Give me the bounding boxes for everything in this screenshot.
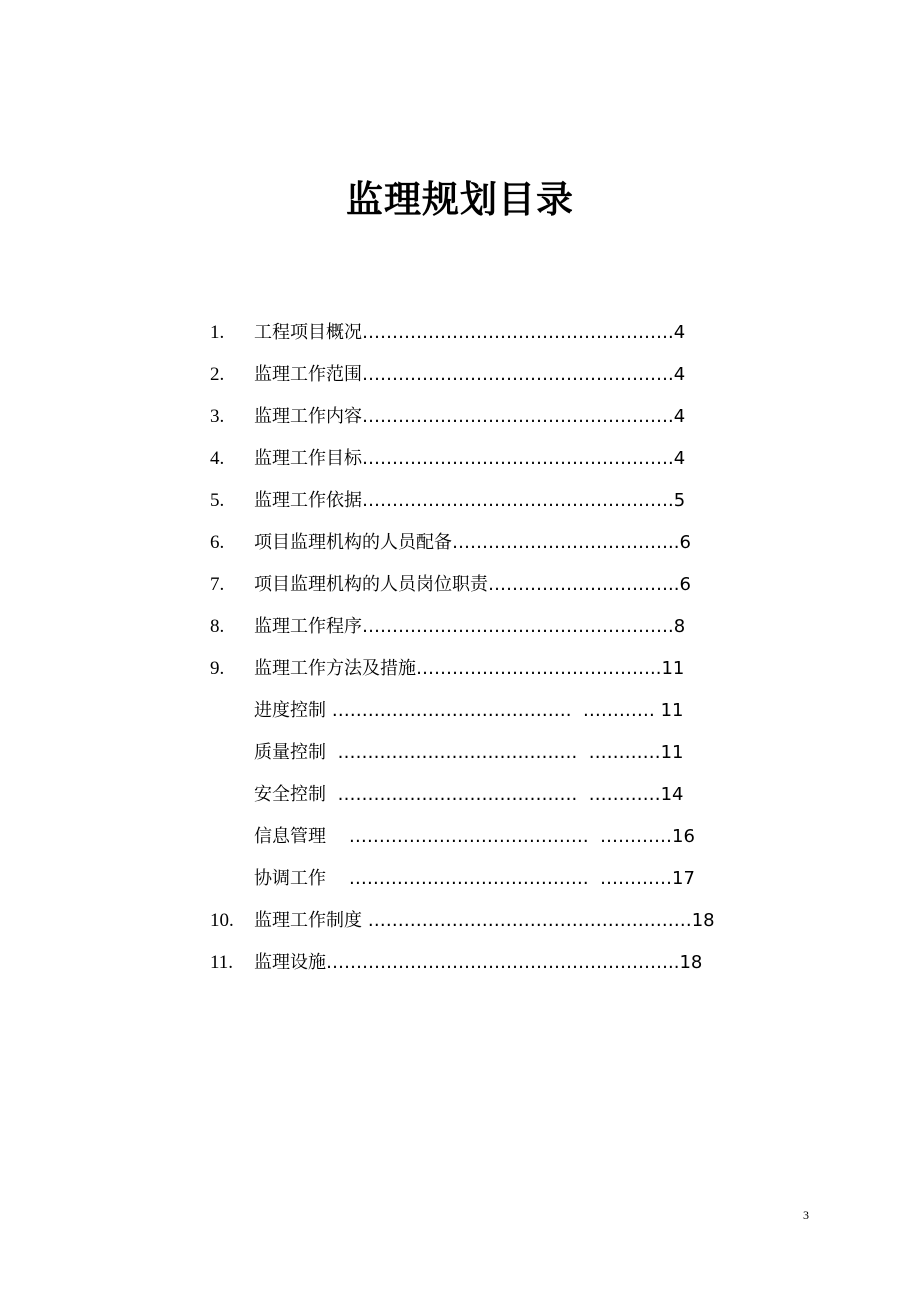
toc-entry xyxy=(210,648,830,690)
page-title: 监理规划目录 xyxy=(346,178,574,221)
toc-subentry-text: 协调工作 …………………………………. …………17 xyxy=(254,868,695,889)
toc-subentry xyxy=(210,690,830,732)
toc-entry-text: 工程项目概况…………………………………………….4 xyxy=(254,322,686,343)
toc-subentry xyxy=(210,816,830,858)
toc-entry-text: 项目监理机构的人员岗位职责…………………………..6 xyxy=(254,574,691,595)
toc-entry xyxy=(210,438,830,480)
toc-entry-number: 7. xyxy=(210,574,225,595)
toc-entry-number: 2. xyxy=(210,364,225,385)
toc-entry-text: 监理工作方法及措施…………………………………..11 xyxy=(254,658,685,679)
toc-entry-text: 监理工作目标…………………………………………….4 xyxy=(254,448,686,469)
toc-entry-text: 监理工作内容…………………………………………….4 xyxy=(254,406,686,427)
toc-subentry-text: 信息管理 …………………………………. …………16 xyxy=(254,826,695,847)
toc-entry-text: 监理工作依据…………………………………………….5 xyxy=(254,490,686,511)
toc-entry-text: 监理工作程序…………………………………………….8 xyxy=(254,616,686,637)
toc-entry-number: 10. xyxy=(210,910,234,931)
toc-entry-number: 3. xyxy=(210,406,225,427)
toc-subentry xyxy=(210,774,830,816)
toc-subentry xyxy=(210,732,830,774)
toc-entry-text: 监理工作范围…………………………………………….4 xyxy=(254,364,686,385)
page-number: 3 xyxy=(803,1208,809,1222)
toc-entry-number: 5. xyxy=(210,490,225,511)
toc-entry xyxy=(210,354,830,396)
toc-entry-number: 9. xyxy=(210,658,225,679)
table-of-contents xyxy=(210,312,830,984)
toc-entry xyxy=(210,606,830,648)
toc-entry xyxy=(210,522,830,564)
toc-entry-text: 监理工作制度 ………………………………………………18 xyxy=(254,910,715,931)
toc-entry xyxy=(210,942,830,984)
toc-entry-text: 项目监理机构的人员配备………………………………..6 xyxy=(254,532,691,553)
toc-subentry-text: 安全控制 …………………………………. …………14 xyxy=(254,784,684,805)
toc-subentry xyxy=(210,858,830,900)
toc-entry xyxy=(210,480,830,522)
toc-entry xyxy=(210,312,830,354)
toc-entry xyxy=(210,900,830,942)
toc-entry-number: 11. xyxy=(210,952,234,973)
toc-entry-number: 6. xyxy=(210,532,225,553)
toc-entry-number: 8. xyxy=(210,616,225,637)
toc-entry-number: 4. xyxy=(210,448,225,469)
toc-subentry-text: 质量控制 …………………………………. …………11 xyxy=(254,742,684,763)
toc-subentry-text: 进度控制 …………………………………. ………… 11 xyxy=(254,700,684,721)
toc-entry-number: 1. xyxy=(210,322,225,343)
toc-entry xyxy=(210,564,830,606)
toc-entry-text: 监理设施…………………………………………………..18 xyxy=(254,952,703,973)
toc-entry xyxy=(210,396,830,438)
